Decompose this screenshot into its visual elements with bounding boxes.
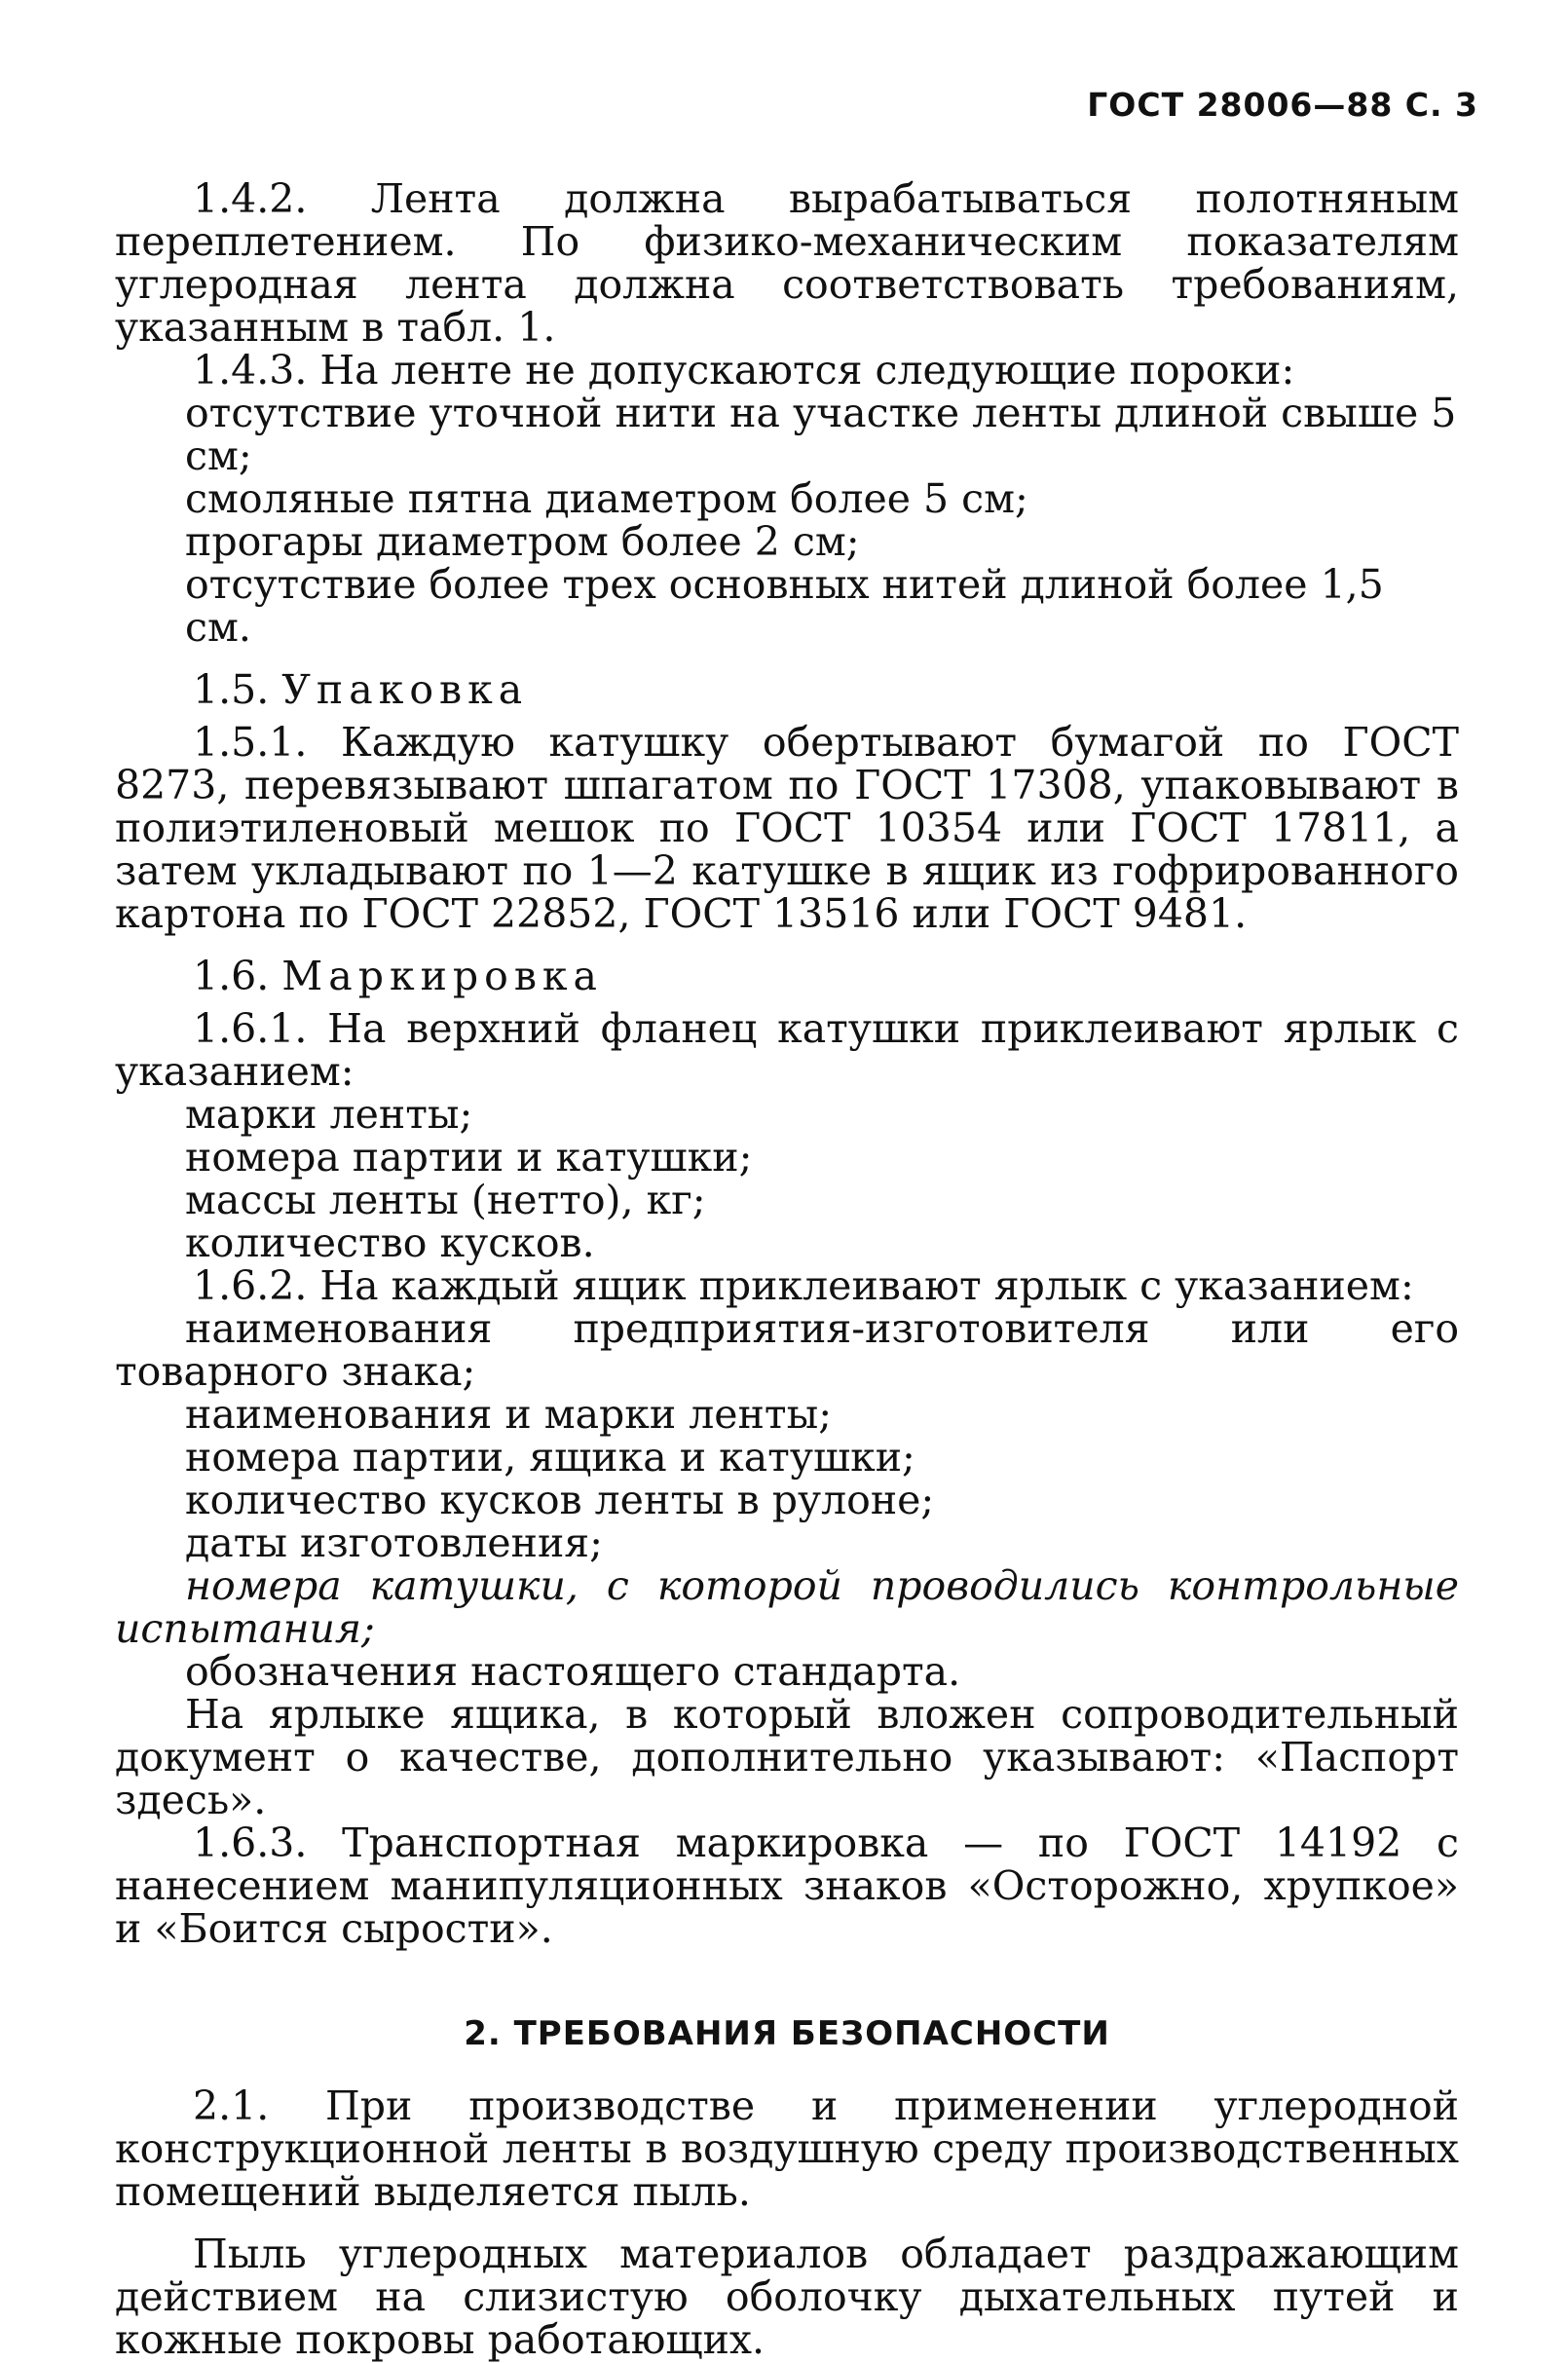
page-content <box>115 177 1459 2361</box>
box-label-item: номера партии, ящика и катушки; <box>185 1434 915 1481</box>
section-number: 1.5. <box>193 666 270 713</box>
label-item: количество кусков. <box>185 1219 595 1266</box>
box-label-item-italic: номера катушки, с которой проводились контрольные испытания; <box>115 1562 1459 1652</box>
clause-1-5-1: 1.5.1. Каждую катушку обертывают бумагой по ГОСТ 8273, перевязывают шпагатом по ГОСТ 17308, упаковывают в полиэтиленовый мешок по ГОСТ 10354 или ГОСТ 17811, а затем укладывают по 1—2 катушке в ящик из гофрированного картона по ГОСТ 22852, ГОСТ 13516 или ГОСТ 9481. <box>115 719 1459 937</box>
section-title: Упаковка <box>281 666 529 713</box>
label-item: марки ленты; <box>185 1091 473 1138</box>
defect-item: прогары диаметром более 2 см; <box>185 518 860 565</box>
box-label-note: На ярлыке ящика, в который вложен сопроводительный документ о качестве, дополнительно указывают: «Паспорт здесь». <box>115 1691 1459 1823</box>
section-1-6-heading <box>115 955 1459 997</box>
page-header: ГОСТ 28006—88 С. 3 <box>1087 86 1478 124</box>
clause-1-6-3: 1.6.3. Транспортная маркировка — по ГОСТ 14192 с нанесением манипуляционных знаков «Осторожно, хрупкое» и «Боится сырости». <box>115 1819 1459 1952</box>
defect-item: отсутствие уточной нити на участке ленты длиной свыше 5 см; <box>185 390 1457 479</box>
box-label-item: количество кусков ленты в рулоне; <box>185 1477 935 1523</box>
label-item: массы ленты (нетто), кг; <box>185 1177 706 1223</box>
dust-paragraph: Пыль углеродных материалов обладает раздражающим действием на слизистую оболочку дыхательных путей и кожные покровы работающих. <box>115 2231 1459 2363</box>
box-label-item: наименования и марки ленты; <box>185 1391 833 1438</box>
section-number: 1.6. <box>193 953 270 999</box>
box-label-item: даты изготовления; <box>185 1519 603 1566</box>
clause-1-4-3-title: 1.4.3. На ленте не допускаются следующие пороки: <box>193 347 1295 394</box>
clause-1-6-2-title: 1.6.2. На каждый ящик приклеивают ярлык с указанием: <box>193 1262 1414 1309</box>
clause-1-4-2: 1.4.2. Лента должна вырабатываться полотняным переплетением. По физико-механическим показателям углеродная лента должна соответствовать требованиям, указанным в табл. 1. <box>115 175 1459 351</box>
label-item: номера партии и катушки; <box>185 1134 753 1181</box>
clause-2-1: 2.1. При производстве и применении углеродной конструкционной ленты в воздушную среду производственных помещений выделяется пыль. <box>115 2082 1459 2215</box>
section-title: Маркировка <box>281 953 603 999</box>
defect-item: отсутствие более трех основных нитей длиной более 1,5 см. <box>185 561 1384 651</box>
box-label-item: обозначения настоящего стандарта. <box>185 1648 961 1695</box>
box-label-item: наименования предприятия-изготовителя или его товарного знака; <box>115 1305 1459 1395</box>
section-1-5-heading <box>115 668 1459 711</box>
section-2-heading: 2. ТРЕБОВАНИЯ БЕЗОПАСНОСТИ <box>464 2014 1110 2053</box>
clause-1-6-1-title: 1.6.1. На верхний фланец катушки приклеивают ярлык с указанием: <box>115 1005 1459 1095</box>
defect-item: смоляные пятна диаметром более 5 см; <box>185 475 1028 522</box>
